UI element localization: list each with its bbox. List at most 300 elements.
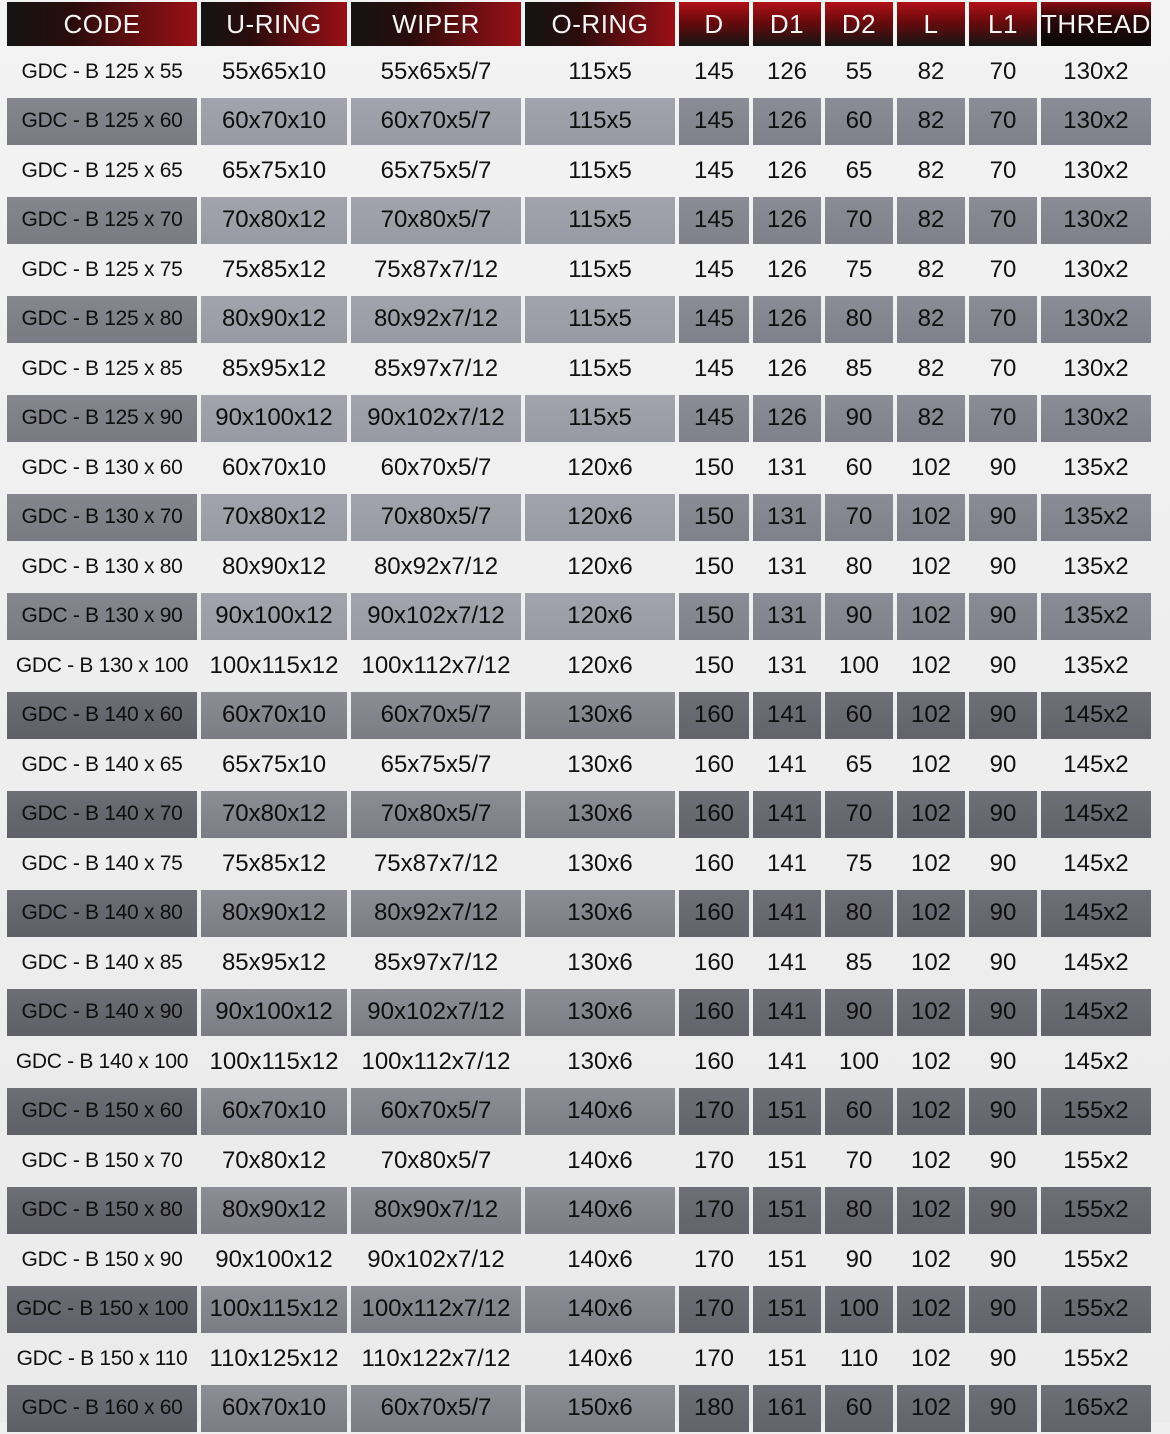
cell-d1: 141 — [753, 989, 821, 1037]
cell-d: 160 — [693, 948, 735, 976]
cell-l1: 70 — [989, 255, 1017, 283]
cell-l1: 70 — [989, 57, 1017, 85]
table-row — [7, 840, 1151, 888]
cell-u-ring: 60x70x10 — [221, 453, 327, 481]
cell-d1: 126 — [753, 395, 821, 443]
cell-u-ring: 100x115x12 — [209, 1047, 339, 1075]
cell-l: 102 — [897, 1385, 965, 1433]
cell-d2: 55 — [845, 57, 873, 85]
cell-u-ring: 65x75x10 — [221, 750, 327, 778]
cell-d2: 70 — [825, 197, 893, 245]
cell-code: GDC - B 140 x 65 — [21, 752, 183, 776]
cell-d: 145 — [679, 395, 749, 443]
column-header-thread: THREAD — [1041, 2, 1151, 46]
cell-d: 145 — [693, 354, 735, 382]
cell-wiper: 60x70x5/7 — [380, 453, 492, 481]
cell-o-ring: 115x5 — [525, 296, 675, 344]
table-row — [7, 147, 1151, 195]
table-row — [7, 1137, 1151, 1185]
cell-l: 82 — [897, 98, 965, 146]
cell-l: 102 — [910, 651, 952, 679]
cell-wiper: 90x102x7/12 — [351, 395, 521, 443]
table-body — [7, 48, 1151, 1432]
table-row — [7, 494, 1151, 542]
cell-d: 160 — [693, 1047, 735, 1075]
cell-thread: 135x2 — [1063, 552, 1129, 580]
column-header-d1: D1 — [753, 2, 821, 46]
cell-o-ring: 130x6 — [567, 750, 633, 778]
cell-l1: 70 — [969, 98, 1037, 146]
cell-l1: 70 — [969, 395, 1037, 443]
cell-code: GDC - B 130 x 90 — [7, 593, 197, 641]
cell-code: GDC - B 140 x 85 — [21, 950, 183, 974]
cell-d: 145 — [679, 98, 749, 146]
cell-l1: 90 — [969, 989, 1037, 1037]
cell-d1: 151 — [753, 1187, 821, 1235]
cell-o-ring: 130x6 — [525, 989, 675, 1037]
cell-wiper: 80x92x7/12 — [351, 296, 521, 344]
cell-code: GDC - B 150 x 100 — [7, 1286, 197, 1334]
cell-wiper: 65x75x5/7 — [380, 156, 492, 184]
table-row — [7, 741, 1151, 789]
cell-u-ring: 80x90x12 — [221, 552, 327, 580]
cell-l1: 90 — [969, 1385, 1037, 1433]
cell-thread: 155x2 — [1041, 1088, 1151, 1136]
cell-wiper: 65x75x5/7 — [380, 750, 492, 778]
cell-u-ring: 80x90x12 — [201, 890, 347, 938]
table-row — [7, 1335, 1151, 1383]
cell-l: 82 — [897, 395, 965, 443]
cell-d2: 80 — [845, 552, 873, 580]
cell-l: 82 — [897, 296, 965, 344]
cell-o-ring: 115x5 — [525, 98, 675, 146]
cell-l1: 90 — [969, 1088, 1037, 1136]
cell-code: GDC - B 125 x 65 — [21, 158, 183, 182]
cell-u-ring: 80x90x12 — [201, 1187, 347, 1235]
cell-code: GDC - B 125 x 75 — [21, 257, 183, 281]
cell-l: 102 — [910, 1245, 952, 1273]
cell-o-ring: 130x6 — [567, 1047, 633, 1075]
cell-l1: 90 — [969, 791, 1037, 839]
cell-u-ring: 100x115x12 — [209, 651, 339, 679]
cell-l: 102 — [910, 849, 952, 877]
cell-d: 170 — [679, 1088, 749, 1136]
column-header-l: L — [897, 2, 965, 46]
cell-d1: 141 — [766, 849, 808, 877]
cell-d1: 161 — [753, 1385, 821, 1433]
cell-u-ring: 75x85x12 — [221, 255, 327, 283]
cell-d2: 90 — [825, 593, 893, 641]
cell-code: GDC - B 125 x 55 — [21, 59, 183, 83]
cell-u-ring: 60x70x10 — [201, 1088, 347, 1136]
cell-wiper: 80x92x7/12 — [373, 552, 499, 580]
cell-o-ring: 120x6 — [525, 494, 675, 542]
cell-code: GDC - B 140 x 70 — [7, 791, 197, 839]
cell-o-ring: 115x5 — [568, 354, 632, 382]
cell-d2: 65 — [845, 156, 873, 184]
cell-d: 145 — [693, 156, 735, 184]
cell-d2: 90 — [845, 1245, 873, 1273]
table-row — [7, 48, 1151, 96]
cell-l1: 90 — [989, 453, 1017, 481]
cell-u-ring: 90x100x12 — [201, 593, 347, 641]
cell-d2: 70 — [845, 1146, 873, 1174]
table-row — [7, 593, 1151, 641]
cell-l1: 70 — [969, 296, 1037, 344]
cell-wiper: 60x70x5/7 — [351, 98, 521, 146]
table-row — [7, 791, 1151, 839]
cell-d: 160 — [679, 890, 749, 938]
column-header-l1: L1 — [969, 2, 1037, 46]
cell-d2: 70 — [825, 494, 893, 542]
cell-code: GDC - B 140 x 90 — [7, 989, 197, 1037]
cell-wiper: 70x80x5/7 — [351, 791, 521, 839]
cell-d: 145 — [679, 197, 749, 245]
cell-code: GDC - B 125 x 60 — [7, 98, 197, 146]
cell-d: 145 — [693, 255, 735, 283]
table-row — [7, 1187, 1151, 1235]
table-row — [7, 543, 1151, 591]
cell-l: 102 — [910, 1146, 952, 1174]
cell-d1: 126 — [766, 255, 808, 283]
cell-o-ring: 120x6 — [525, 593, 675, 641]
cell-code: GDC - B 130 x 80 — [21, 554, 183, 578]
cell-l1: 90 — [969, 692, 1037, 740]
cell-l: 102 — [910, 453, 952, 481]
cell-l: 102 — [897, 1286, 965, 1334]
cell-thread: 155x2 — [1063, 1344, 1129, 1372]
cell-u-ring: 55x65x10 — [221, 57, 327, 85]
cell-thread: 145x2 — [1063, 750, 1129, 778]
cell-d1: 131 — [766, 552, 808, 580]
cell-thread: 145x2 — [1041, 791, 1151, 839]
cell-d: 150 — [679, 494, 749, 542]
cell-d1: 151 — [766, 1245, 808, 1273]
cell-d2: 80 — [825, 296, 893, 344]
cell-l1: 90 — [989, 948, 1017, 976]
cell-d1: 151 — [766, 1146, 808, 1174]
table-row — [7, 692, 1151, 740]
cell-l: 102 — [897, 692, 965, 740]
cell-d: 160 — [693, 750, 735, 778]
cell-l1: 90 — [989, 552, 1017, 580]
column-header-d2: D2 — [825, 2, 893, 46]
cell-thread: 155x2 — [1063, 1146, 1129, 1174]
cell-l: 82 — [897, 197, 965, 245]
column-header-code: CODE — [7, 2, 197, 46]
cell-d1: 141 — [753, 791, 821, 839]
cell-o-ring: 140x6 — [525, 1286, 675, 1334]
cell-d2: 100 — [838, 1047, 880, 1075]
cell-thread: 145x2 — [1063, 1047, 1129, 1075]
cell-o-ring: 150x6 — [525, 1385, 675, 1433]
cell-d2: 60 — [825, 692, 893, 740]
cell-code: GDC - B 150 x 90 — [21, 1247, 183, 1271]
cell-code: GDC - B 150 x 60 — [7, 1088, 197, 1136]
cell-l: 102 — [897, 791, 965, 839]
cell-code: GDC - B 125 x 85 — [21, 356, 183, 380]
cell-u-ring: 110x125x12 — [209, 1344, 339, 1372]
cell-l1: 90 — [989, 1047, 1017, 1075]
cell-wiper: 75x87x7/12 — [373, 849, 499, 877]
cell-o-ring: 140x6 — [525, 1088, 675, 1136]
cell-d: 150 — [693, 651, 735, 679]
cell-code: GDC - B 140 x 80 — [7, 890, 197, 938]
cell-d2: 80 — [825, 1187, 893, 1235]
cell-d2: 90 — [825, 989, 893, 1037]
table-row — [7, 1385, 1151, 1433]
cell-wiper: 60x70x5/7 — [351, 692, 521, 740]
cell-d: 150 — [693, 453, 735, 481]
table-row — [7, 1038, 1151, 1086]
cell-o-ring: 130x6 — [525, 791, 675, 839]
cell-o-ring: 115x5 — [525, 395, 675, 443]
cell-l: 102 — [910, 750, 952, 778]
cell-o-ring: 140x6 — [567, 1344, 633, 1372]
cell-l1: 90 — [989, 750, 1017, 778]
cell-l1: 90 — [989, 1344, 1017, 1372]
cell-d1: 141 — [753, 890, 821, 938]
cell-l1: 90 — [969, 593, 1037, 641]
cell-thread: 145x2 — [1063, 849, 1129, 877]
cell-d2: 75 — [845, 255, 873, 283]
cell-thread: 130x2 — [1063, 255, 1129, 283]
cell-d2: 60 — [845, 453, 873, 481]
cell-wiper: 70x80x5/7 — [380, 1146, 492, 1174]
cell-d2: 80 — [825, 890, 893, 938]
cell-o-ring: 115x5 — [568, 156, 632, 184]
cell-d1: 141 — [753, 692, 821, 740]
cell-thread: 165x2 — [1041, 1385, 1151, 1433]
cell-wiper: 70x80x5/7 — [351, 197, 521, 245]
cell-thread: 135x2 — [1041, 593, 1151, 641]
cell-l: 102 — [910, 1047, 952, 1075]
header-row — [7, 2, 1151, 46]
cell-u-ring: 65x75x10 — [221, 156, 327, 184]
cell-d: 170 — [693, 1344, 735, 1372]
cell-d1: 141 — [766, 750, 808, 778]
cell-o-ring: 130x6 — [567, 849, 633, 877]
cell-o-ring: 130x6 — [567, 948, 633, 976]
cell-thread: 130x2 — [1041, 197, 1151, 245]
cell-u-ring: 70x80x12 — [201, 791, 347, 839]
table-row — [7, 98, 1151, 146]
cell-u-ring: 70x80x12 — [201, 197, 347, 245]
cell-o-ring: 130x6 — [525, 692, 675, 740]
cell-d1: 151 — [753, 1088, 821, 1136]
column-header-o-ring: O-RING — [525, 2, 675, 46]
table-row — [7, 345, 1151, 393]
cell-d1: 131 — [766, 453, 808, 481]
cell-u-ring: 85x95x12 — [221, 354, 327, 382]
table-row — [7, 197, 1151, 245]
cell-d1: 141 — [766, 1047, 808, 1075]
table-row — [7, 1088, 1151, 1136]
cell-d: 145 — [679, 296, 749, 344]
cell-code: GDC - B 160 x 60 — [7, 1385, 197, 1433]
cell-wiper: 110x122x7/12 — [361, 1344, 511, 1372]
cell-l1: 90 — [969, 1187, 1037, 1235]
cell-d1: 151 — [753, 1286, 821, 1334]
cell-d1: 131 — [766, 651, 808, 679]
cell-code: GDC - B 125 x 90 — [7, 395, 197, 443]
cell-wiper: 90x102x7/12 — [351, 989, 521, 1037]
cell-d2: 70 — [825, 791, 893, 839]
table-row — [7, 1286, 1151, 1334]
cell-u-ring: 70x80x12 — [221, 1146, 327, 1174]
cell-l: 82 — [917, 255, 945, 283]
cell-l: 102 — [897, 1187, 965, 1235]
cell-d: 160 — [679, 791, 749, 839]
cell-l: 102 — [897, 989, 965, 1037]
cell-d: 170 — [693, 1245, 735, 1273]
cell-u-ring: 80x90x12 — [201, 296, 347, 344]
cell-l1: 90 — [969, 890, 1037, 938]
cell-d1: 131 — [753, 494, 821, 542]
cell-code: GDC - B 150 x 80 — [7, 1187, 197, 1235]
cell-u-ring: 75x85x12 — [221, 849, 327, 877]
cell-l: 82 — [917, 57, 945, 85]
cell-code: GDC - B 130 x 100 — [15, 653, 189, 677]
cell-code: GDC - B 130 x 70 — [7, 494, 197, 542]
cell-thread: 130x2 — [1063, 57, 1129, 85]
cell-thread: 135x2 — [1063, 651, 1129, 679]
cell-wiper: 85x97x7/12 — [373, 354, 499, 382]
cell-code: GDC - B 140 x 75 — [21, 851, 183, 875]
cell-l1: 70 — [989, 156, 1017, 184]
column-header-u-ring: U-RING — [201, 2, 347, 46]
cell-d1: 141 — [766, 948, 808, 976]
cell-u-ring: 100x115x12 — [201, 1286, 347, 1334]
cell-d2: 85 — [845, 948, 873, 976]
cell-l: 102 — [897, 494, 965, 542]
cell-wiper: 85x97x7/12 — [373, 948, 499, 976]
table-row — [7, 395, 1151, 443]
cell-o-ring: 130x6 — [525, 890, 675, 938]
cell-d2: 60 — [825, 1088, 893, 1136]
column-header-d: D — [679, 2, 749, 46]
cell-thread: 130x2 — [1063, 354, 1129, 382]
cell-l: 102 — [897, 890, 965, 938]
cell-d1: 131 — [753, 593, 821, 641]
cell-thread: 130x2 — [1041, 395, 1151, 443]
dimension-table — [3, 0, 1155, 1434]
cell-thread: 155x2 — [1041, 1286, 1151, 1334]
cell-d: 180 — [679, 1385, 749, 1433]
cell-l: 102 — [910, 948, 952, 976]
cell-d: 170 — [679, 1187, 749, 1235]
cell-o-ring: 120x6 — [567, 453, 633, 481]
cell-o-ring: 140x6 — [525, 1187, 675, 1235]
cell-u-ring: 90x100x12 — [215, 1245, 333, 1273]
cell-d1: 126 — [766, 354, 808, 382]
cell-wiper: 75x87x7/12 — [373, 255, 499, 283]
cell-thread: 155x2 — [1063, 1245, 1129, 1273]
cell-l1: 90 — [989, 651, 1017, 679]
cell-u-ring: 70x80x12 — [201, 494, 347, 542]
cell-d: 160 — [679, 989, 749, 1037]
table-row — [7, 1236, 1151, 1284]
cell-thread: 145x2 — [1063, 948, 1129, 976]
cell-l: 82 — [917, 156, 945, 184]
cell-d: 160 — [693, 849, 735, 877]
cell-o-ring: 120x6 — [567, 651, 633, 679]
cell-d2: 90 — [825, 395, 893, 443]
cell-d: 145 — [693, 57, 735, 85]
cell-l1: 70 — [989, 354, 1017, 382]
cell-wiper: 90x102x7/12 — [351, 593, 521, 641]
cell-d: 160 — [679, 692, 749, 740]
cell-thread: 155x2 — [1041, 1187, 1151, 1235]
cell-thread: 130x2 — [1041, 98, 1151, 146]
cell-u-ring: 60x70x10 — [201, 692, 347, 740]
cell-l1: 90 — [969, 494, 1037, 542]
cell-wiper: 90x102x7/12 — [367, 1245, 505, 1273]
table-row — [7, 989, 1151, 1037]
cell-l: 102 — [897, 1088, 965, 1136]
cell-o-ring: 140x6 — [567, 1146, 633, 1174]
cell-u-ring: 60x70x10 — [201, 98, 347, 146]
cell-thread: 135x2 — [1063, 453, 1129, 481]
cell-wiper: 100x112x7/12 — [361, 1047, 511, 1075]
cell-d2: 60 — [825, 98, 893, 146]
cell-code: GDC - B 125 x 70 — [7, 197, 197, 245]
cell-thread: 130x2 — [1041, 296, 1151, 344]
cell-thread: 145x2 — [1041, 890, 1151, 938]
cell-d2: 75 — [845, 849, 873, 877]
cell-d1: 126 — [753, 296, 821, 344]
cell-l1: 90 — [989, 849, 1017, 877]
table-row — [7, 939, 1151, 987]
cell-l: 102 — [910, 1344, 952, 1372]
cell-code: GDC - B 140 x 60 — [7, 692, 197, 740]
cell-u-ring: 60x70x10 — [201, 1385, 347, 1433]
cell-o-ring: 115x5 — [525, 197, 675, 245]
cell-wiper: 80x90x7/12 — [351, 1187, 521, 1235]
cell-code: GDC - B 150 x 70 — [21, 1148, 183, 1172]
cell-d2: 110 — [839, 1344, 879, 1372]
cell-thread: 135x2 — [1041, 494, 1151, 542]
cell-d1: 126 — [753, 98, 821, 146]
cell-l: 102 — [910, 552, 952, 580]
table-row — [7, 296, 1151, 344]
cell-l1: 90 — [989, 1146, 1017, 1174]
cell-l1: 70 — [969, 197, 1037, 245]
cell-d2: 60 — [825, 1385, 893, 1433]
column-header-wiper: WIPER — [351, 2, 521, 46]
cell-thread: 130x2 — [1063, 156, 1129, 184]
cell-wiper: 60x70x5/7 — [351, 1088, 521, 1136]
cell-l: 102 — [897, 593, 965, 641]
cell-d1: 126 — [766, 57, 808, 85]
cell-d1: 151 — [766, 1344, 808, 1372]
cell-l1: 90 — [969, 1286, 1037, 1334]
cell-o-ring: 120x6 — [567, 552, 633, 580]
cell-d2: 85 — [845, 354, 873, 382]
cell-thread: 145x2 — [1041, 692, 1151, 740]
cell-d2: 100 — [838, 651, 880, 679]
cell-l: 82 — [917, 354, 945, 382]
cell-o-ring: 115x5 — [568, 57, 632, 85]
cell-d: 150 — [679, 593, 749, 641]
cell-code: GDC - B 140 x 100 — [15, 1049, 189, 1073]
cell-d1: 126 — [766, 156, 808, 184]
cell-wiper: 70x80x5/7 — [351, 494, 521, 542]
cell-code: GDC - B 125 x 80 — [7, 296, 197, 344]
cell-wiper: 100x112x7/12 — [361, 651, 511, 679]
cell-d: 170 — [693, 1146, 735, 1174]
cell-code: GDC - B 150 x 110 — [16, 1346, 188, 1370]
